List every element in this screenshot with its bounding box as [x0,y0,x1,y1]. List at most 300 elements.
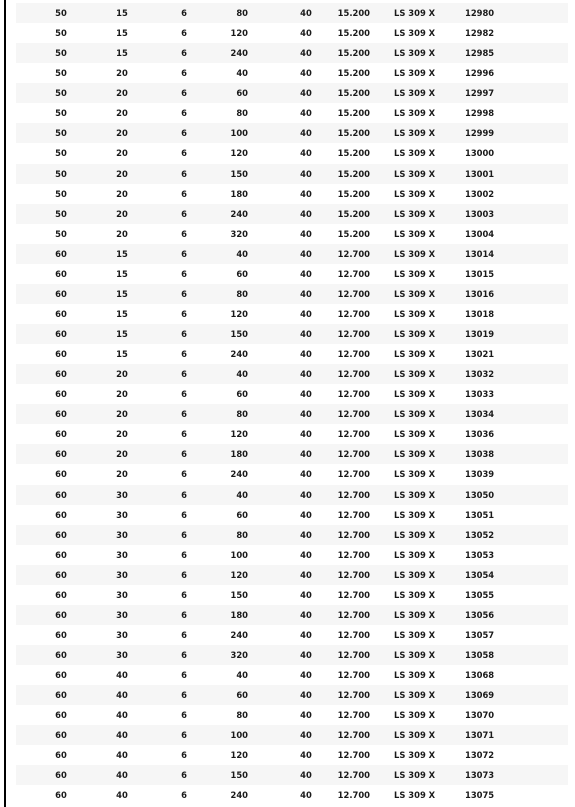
table-row [16,344,568,364]
col-3-cell: 6 [181,48,187,59]
col-3-cell: 6 [181,168,187,179]
col-2-cell: 40 [116,710,128,721]
col-7-cell: LS 309 X [394,88,436,99]
col-4-cell: 120 [230,28,248,39]
col-6-cell: 15.200 [337,148,370,159]
col-6-cell: 12.700 [337,670,370,681]
col-6-cell: 12.700 [337,529,370,540]
table-row [16,43,568,63]
article-number-cell: 13053 [465,549,495,560]
col-4-cell: 150 [230,770,248,781]
table-row [16,745,568,765]
col-5-cell: 40 [300,750,312,761]
col-4-cell: 240 [230,48,248,59]
col-2-cell: 30 [116,549,128,560]
col-7-cell: LS 309 X [394,650,436,660]
article-number-cell: 13052 [465,529,495,540]
col-2-cell: 20 [116,108,128,119]
col-6-cell: 12.700 [337,469,370,480]
table-row [16,304,568,324]
col-1-cell: 60 [55,409,67,420]
article-number-cell: 12982 [465,28,495,39]
col-3-cell: 6 [181,409,187,420]
col-1-cell: 60 [55,710,67,721]
table-row [16,705,568,725]
article-number-cell: 13018 [465,308,495,319]
col-7-cell: LS 309 X [394,308,436,319]
col-1-cell: 50 [55,208,67,219]
col-4-cell: 150 [230,589,248,600]
col-5-cell: 40 [300,409,312,420]
col-3-cell: 6 [181,28,187,39]
col-4-cell: 180 [230,449,248,460]
article-number-cell: 13032 [465,369,495,380]
col-3-cell: 6 [181,268,187,279]
left-border-rule [4,0,6,807]
table-row [16,565,568,585]
col-4-cell: 240 [230,790,248,801]
col-6-cell: 12.700 [337,268,370,279]
col-2-cell: 20 [116,469,128,480]
article-number-cell: 13075 [465,790,495,801]
col-3-cell: 6 [181,208,187,219]
article-number-cell: 13034 [465,409,495,420]
col-1-cell: 60 [55,589,67,600]
col-6-cell: 12.700 [337,449,370,460]
col-1-cell: 60 [55,288,67,299]
col-4-cell: 40 [236,369,248,380]
col-3-cell: 6 [181,429,187,440]
col-5-cell: 40 [300,28,312,39]
col-6-cell: 12.700 [337,589,370,600]
table-row [16,645,568,665]
col-1-cell: 60 [55,329,67,339]
article-number-cell: 13055 [465,589,495,600]
col-4-cell: 240 [230,469,248,480]
col-1-cell: 60 [55,629,67,640]
article-number-cell: 12985 [465,48,495,59]
col-7-cell: LS 309 X [394,489,436,500]
col-5-cell: 40 [300,569,312,580]
table-row [16,785,568,805]
col-4-cell: 180 [230,188,248,199]
col-1-cell: 60 [55,248,67,259]
col-3-cell: 6 [181,690,187,701]
col-6-cell: 12.700 [337,308,370,319]
col-1-cell: 60 [55,369,67,380]
col-1-cell: 60 [55,449,67,460]
col-2-cell: 30 [116,589,128,600]
col-5-cell: 40 [300,148,312,159]
table-row [16,585,568,605]
col-5-cell: 40 [300,670,312,681]
col-4-cell: 120 [230,148,248,159]
col-2-cell: 30 [116,609,128,620]
col-2-cell: 15 [116,349,128,360]
table-row [16,424,568,444]
col-3-cell: 6 [181,389,187,400]
col-4-cell: 120 [230,308,248,319]
col-7-cell: LS 309 X [394,609,436,620]
col-5-cell: 40 [300,188,312,199]
col-6-cell: 12.700 [337,549,370,560]
col-3-cell: 6 [181,790,187,801]
article-number-cell: 13069 [465,690,495,701]
article-number-cell: 12996 [465,68,495,79]
col-1-cell: 60 [55,790,67,801]
col-4-cell: 180 [230,609,248,620]
col-6-cell: 12.700 [337,509,370,520]
col-7-cell: LS 309 X [394,208,436,219]
col-4-cell: 80 [236,409,248,420]
col-4-cell: 320 [230,228,248,239]
article-number-cell: 13071 [465,730,495,741]
col-4-cell: 80 [236,8,248,18]
article-number-cell: 13056 [465,609,495,620]
col-1-cell: 50 [55,188,67,199]
col-6-cell: 15.200 [337,8,370,18]
col-2-cell: 40 [116,750,128,761]
col-6-cell: 12.700 [337,248,370,259]
col-3-cell: 6 [181,589,187,600]
col-4-cell: 100 [230,128,248,139]
col-2-cell: 20 [116,68,128,79]
col-6-cell: 12.700 [337,710,370,721]
col-3-cell: 6 [181,188,187,199]
article-number-cell: 13039 [465,469,495,480]
col-7-cell: LS 309 X [394,148,436,159]
col-6-cell: 15.200 [337,188,370,199]
col-6-cell: 12.700 [337,750,370,761]
col-5-cell: 40 [300,449,312,460]
col-2-cell: 40 [116,670,128,681]
col-3-cell: 6 [181,569,187,580]
col-6-cell: 12.700 [337,690,370,701]
table-row [16,485,568,505]
col-7-cell: LS 309 X [394,790,436,801]
col-7-cell: LS 309 X [394,349,436,360]
table-row [16,685,568,705]
col-1-cell: 50 [55,48,67,59]
col-7-cell: LS 309 X [394,108,436,119]
col-1-cell: 50 [55,148,67,159]
col-5-cell: 40 [300,108,312,119]
table-row [16,164,568,184]
col-7-cell: LS 309 X [394,549,436,560]
col-6-cell: 15.200 [337,208,370,219]
col-6-cell: 12.700 [337,369,370,380]
col-2-cell: 15 [116,288,128,299]
table-row [16,444,568,464]
col-5-cell: 40 [300,790,312,801]
col-2-cell: 15 [116,48,128,59]
article-number-cell: 12998 [465,108,495,119]
col-2-cell: 30 [116,569,128,580]
col-1-cell: 60 [55,349,67,360]
article-number-cell: 13073 [465,770,495,781]
article-number-cell: 13068 [465,670,495,681]
table-row [16,364,568,384]
col-4-cell: 40 [236,489,248,500]
col-5-cell: 40 [300,48,312,59]
col-7-cell: LS 309 X [394,429,436,440]
col-2-cell: 30 [116,629,128,640]
col-6-cell: 15.200 [337,28,370,39]
table-row [16,143,568,163]
article-number-cell: 13057 [465,629,495,640]
col-1-cell: 50 [55,68,67,79]
col-2-cell: 15 [116,329,128,339]
col-7-cell: LS 309 X [394,389,436,400]
col-4-cell: 60 [236,268,248,279]
table-row [16,83,568,103]
col-7-cell: LS 309 X [394,329,436,339]
col-4-cell: 100 [230,730,248,741]
col-3-cell: 6 [181,670,187,681]
col-3-cell: 6 [181,148,187,159]
col-1-cell: 60 [55,509,67,520]
article-number-cell: 13070 [465,710,495,721]
col-4-cell: 120 [230,429,248,440]
col-3-cell: 6 [181,730,187,741]
table-row [16,63,568,83]
col-4-cell: 240 [230,208,248,219]
col-2-cell: 15 [116,28,128,39]
col-7-cell: LS 309 X [394,529,436,540]
col-1-cell: 50 [55,128,67,139]
col-6-cell: 12.700 [337,389,370,400]
col-2-cell: 40 [116,690,128,701]
table-row [16,464,568,484]
col-3-cell: 6 [181,228,187,239]
table-row [16,184,568,204]
col-5-cell: 40 [300,8,312,18]
col-2-cell: 30 [116,650,128,660]
col-7-cell: LS 309 X [394,710,436,721]
col-6-cell: 12.700 [337,770,370,781]
col-2-cell: 20 [116,389,128,400]
col-1-cell: 60 [55,529,67,540]
col-1-cell: 60 [55,429,67,440]
col-3-cell: 6 [181,288,187,299]
col-3-cell: 6 [181,509,187,520]
article-number-cell: 13051 [465,509,495,520]
col-3-cell: 6 [181,710,187,721]
col-2-cell: 15 [116,8,128,18]
col-7-cell: LS 309 X [394,68,436,79]
col-3-cell: 6 [181,108,187,119]
col-2-cell: 15 [116,268,128,279]
col-5-cell: 40 [300,730,312,741]
col-4-cell: 320 [230,650,248,660]
col-5-cell: 40 [300,349,312,360]
col-2-cell: 15 [116,248,128,259]
article-number-cell: 13033 [465,389,495,400]
col-3-cell: 6 [181,489,187,500]
article-number-cell: 13072 [465,750,495,761]
col-5-cell: 40 [300,690,312,701]
col-3-cell: 6 [181,8,187,18]
col-5-cell: 40 [300,650,312,660]
col-7-cell: LS 309 X [394,509,436,520]
col-7-cell: LS 309 X [394,670,436,681]
col-7-cell: LS 309 X [394,128,436,139]
col-4-cell: 150 [230,329,248,339]
col-5-cell: 40 [300,509,312,520]
col-1-cell: 60 [55,389,67,400]
col-5-cell: 40 [300,228,312,239]
col-1-cell: 60 [55,770,67,781]
col-7-cell: LS 309 X [394,268,436,279]
col-3-cell: 6 [181,88,187,99]
col-6-cell: 12.700 [337,409,370,420]
col-3-cell: 6 [181,609,187,620]
col-3-cell: 6 [181,529,187,540]
col-6-cell: 15.200 [337,128,370,139]
table-row [16,404,568,424]
col-6-cell: 12.700 [337,650,370,660]
col-5-cell: 40 [300,549,312,560]
col-5-cell: 40 [300,489,312,500]
col-7-cell: LS 309 X [394,449,436,460]
col-3-cell: 6 [181,349,187,360]
col-4-cell: 80 [236,108,248,119]
col-6-cell: 15.200 [337,168,370,179]
col-1-cell: 60 [55,268,67,279]
table-row [16,525,568,545]
col-1-cell: 50 [55,88,67,99]
col-4-cell: 80 [236,710,248,721]
col-5-cell: 40 [300,329,312,339]
col-3-cell: 6 [181,449,187,460]
col-7-cell: LS 309 X [394,690,436,701]
article-number-cell: 13050 [465,489,495,500]
table-row [16,625,568,645]
col-5-cell: 40 [300,168,312,179]
col-6-cell: 12.700 [337,349,370,360]
col-5-cell: 40 [300,609,312,620]
col-2-cell: 20 [116,429,128,440]
table-row [16,23,568,43]
col-2-cell: 20 [116,228,128,239]
col-5-cell: 40 [300,629,312,640]
col-5-cell: 40 [300,369,312,380]
col-7-cell: LS 309 X [394,369,436,380]
col-5-cell: 40 [300,429,312,440]
col-1-cell: 60 [55,609,67,620]
col-4-cell: 60 [236,389,248,400]
col-2-cell: 15 [116,308,128,319]
col-7-cell: LS 309 X [394,248,436,259]
col-4-cell: 40 [236,248,248,259]
table-row [16,103,568,123]
col-6-cell: 15.200 [337,48,370,59]
article-number-cell: 13054 [465,569,495,580]
table-row [16,665,568,685]
col-4-cell: 240 [230,349,248,360]
col-6-cell: 15.200 [337,228,370,239]
article-number-cell: 13015 [465,268,495,279]
col-4-cell: 60 [236,509,248,520]
article-number-cell: 12999 [465,128,495,139]
col-2-cell: 20 [116,449,128,460]
table-row [16,224,568,244]
col-2-cell: 20 [116,168,128,179]
col-3-cell: 6 [181,770,187,781]
col-6-cell: 15.200 [337,68,370,79]
col-7-cell: LS 309 X [394,569,436,580]
col-5-cell: 40 [300,589,312,600]
col-4-cell: 40 [236,68,248,79]
col-7-cell: LS 309 X [394,770,436,781]
col-2-cell: 40 [116,730,128,741]
col-2-cell: 20 [116,88,128,99]
col-3-cell: 6 [181,750,187,761]
article-number-cell: 13004 [465,228,495,239]
col-6-cell: 12.700 [337,489,370,500]
col-3-cell: 6 [181,308,187,319]
col-1-cell: 50 [55,228,67,239]
col-5-cell: 40 [300,770,312,781]
col-4-cell: 120 [230,569,248,580]
col-6-cell: 12.700 [337,288,370,299]
col-5-cell: 40 [300,128,312,139]
col-7-cell: LS 309 X [394,288,436,299]
col-6-cell: 12.700 [337,569,370,580]
col-4-cell: 240 [230,629,248,640]
article-number-cell: 13021 [465,349,495,360]
article-number-cell: 13001 [465,168,495,179]
col-7-cell: LS 309 X [394,629,436,640]
col-7-cell: LS 309 X [394,730,436,741]
col-3-cell: 6 [181,650,187,660]
col-1-cell: 60 [55,750,67,761]
col-3-cell: 6 [181,629,187,640]
article-number-cell: 13038 [465,449,495,460]
col-1-cell: 50 [55,168,67,179]
table-row [16,204,568,224]
col-5-cell: 40 [300,68,312,79]
col-3-cell: 6 [181,128,187,139]
col-6-cell: 12.700 [337,429,370,440]
col-5-cell: 40 [300,248,312,259]
col-2-cell: 20 [116,128,128,139]
col-4-cell: 40 [236,670,248,681]
col-4-cell: 120 [230,750,248,761]
col-1-cell: 60 [55,489,67,500]
col-5-cell: 40 [300,389,312,400]
col-5-cell: 40 [300,308,312,319]
article-number-cell: 12997 [465,88,495,99]
col-2-cell: 40 [116,770,128,781]
col-7-cell: LS 309 X [394,469,436,480]
col-2-cell: 20 [116,208,128,219]
col-1-cell: 60 [55,569,67,580]
table-row [16,505,568,525]
col-7-cell: LS 309 X [394,750,436,761]
col-6-cell: 12.700 [337,329,370,339]
col-4-cell: 80 [236,288,248,299]
col-1-cell: 50 [55,28,67,39]
table-row [16,3,568,23]
col-3-cell: 6 [181,248,187,259]
col-3-cell: 6 [181,469,187,480]
col-7-cell: LS 309 X [394,28,436,39]
article-number-cell: 13003 [465,208,495,219]
table-row [16,765,568,785]
col-2-cell: 30 [116,529,128,540]
col-2-cell: 30 [116,509,128,520]
